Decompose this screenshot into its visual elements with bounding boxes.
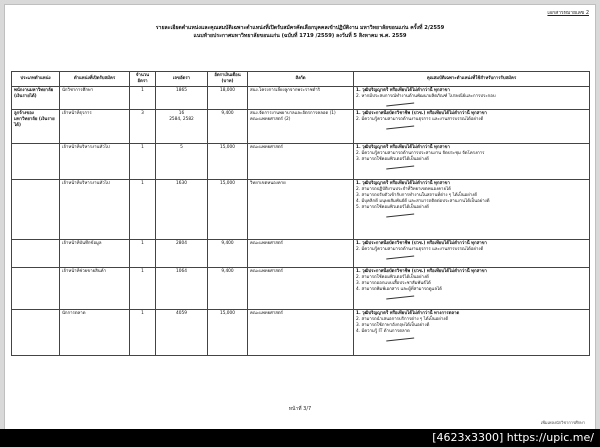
requirement-line: 2. สามารถใช้คอมพิวเตอร์ได้เป็นอย่างดี (356, 275, 429, 280)
cell-requirements (354, 268, 590, 310)
signature-mark (386, 162, 414, 170)
cell-requirements (354, 240, 590, 268)
cell-salary: 15,000 (208, 180, 248, 240)
positions-table (11, 71, 590, 356)
col-header-category: ประเภทตำแหน่ง (12, 72, 60, 87)
attachment-label: เอกสารหมายเลข 2 (547, 10, 589, 16)
cell-count: 1 (130, 180, 156, 240)
cell-requirements (354, 144, 590, 180)
cell-category (12, 240, 60, 268)
cell-salary: 18,000 (208, 87, 248, 110)
bottom-note: เพิ่มเพลงนักวิชาการศึกษา (540, 420, 585, 425)
cell-category: ลูกจ้างของมหาวิทยาลัย (เงินรายได้) (12, 110, 60, 144)
table-row (12, 87, 590, 110)
cell-slot: 2804 (156, 240, 208, 268)
cell-unit: คณะแพทยศาสตร์ (248, 240, 354, 268)
cell-slot: 1064 (156, 268, 208, 310)
requirement-line: 3. สามารถออกแบบเสื้อประชาสัมพันธ์ได้ (356, 281, 431, 286)
requirement-line: 5. สามารถใช้คอมพิวเตอร์ได้เป็นอย่างดี (356, 205, 429, 210)
table-row (12, 110, 590, 144)
requirement-line: 1. วุฒิปริญญาตรี หรือเทียบได้ไม่ต่ำกว่านี้ ทุกสาขา (356, 88, 450, 93)
col-header-count: จำนวนอัตรา (130, 72, 156, 87)
table-row (12, 144, 590, 180)
cell-position: เจ้าหน้าที่ธุรการ (60, 110, 130, 144)
cell-requirements (354, 310, 590, 356)
table-row (12, 180, 590, 240)
cell-position: นักวิชาการศึกษา (60, 87, 130, 110)
requirement-line: 3. สามารถใช้ภาษาอังกฤษได้เป็นอย่างดี (356, 323, 430, 328)
cell-category (12, 180, 60, 240)
col-header-slot: เลขอัตรา (156, 72, 208, 87)
cell-salary: 9,400 (208, 268, 248, 310)
cell-slot: 4059 (156, 310, 208, 356)
cell-count: 3 (130, 110, 156, 144)
cell-salary: 15,000 (208, 310, 248, 356)
col-header-unit: สังกัด (248, 72, 354, 87)
col-header-salary: อัตราเงินเดือน (บาท) (208, 72, 248, 87)
col-header-requirements: คุณสมบัติเฉพาะตำแหน่งที่ใช้สำหรับการรับสมัคร (354, 72, 590, 87)
requirement-line: 1. วุฒิปริญญาตรี หรือเทียบได้ไม่ต่ำกว่านี้ ทุกสาขา (356, 145, 450, 150)
table-header-row (12, 72, 590, 87)
requirement-line: 2. สามารถปฏิบัติงานประจำที่วิทยาเขตหนองคายได้ (356, 187, 451, 192)
heading-line-2: แนบท้ายประกาศมหาวิทยาลัยขอนแก่น (ฉบับที่ 1719 /2559) ลงวันที่ 5 สิงหาคม พ.ศ. 2559 (193, 32, 407, 39)
cell-category (12, 310, 60, 356)
signature-mark (386, 292, 414, 300)
cell-position: นักการตลาด (60, 310, 130, 356)
cell-position: เจ้าหน้าที่บันทึกข้อมูล (60, 240, 130, 268)
cell-slot: 1865 (156, 87, 208, 110)
cell-slot: 5 (156, 144, 208, 180)
cell-requirements (354, 180, 590, 240)
table-row (12, 268, 590, 310)
cell-requirements (354, 87, 590, 110)
cell-requirements (354, 110, 590, 144)
cell-count: 1 (130, 240, 156, 268)
col-header-position: ตำแหน่งที่เปิดรับสมัคร (60, 72, 130, 87)
cell-count: 1 (130, 310, 156, 356)
cell-unit: วิทยาเขตหนองคาย (248, 180, 354, 240)
cell-category: พนักงานมหาวิทยาลัย (เงินรายได้) (12, 87, 60, 110)
document-heading (5, 25, 595, 40)
page-number: หน้าที่ 3/7 (288, 406, 312, 412)
cell-position: เจ้าหน้าที่บริหารงานทั่วไป (60, 144, 130, 180)
table-row (12, 310, 590, 356)
signature-mark (386, 99, 414, 107)
requirement-line: 1. วุฒิประกาศนียบัตรวิชาชีพ (ปวช.) หรือเทียบได้ไม่ต่ำกว่านี้ ทุกสาขา (356, 241, 487, 246)
requirement-line: 1. วุฒิปริญญาตรี หรือเทียบได้ไม่ต่ำกว่านี้ ทุกสาขา (356, 181, 450, 186)
requirement-line: 3. สามารถปรับตัวเข้ากับการทำงานในสถานที่ต่าง ๆ ได้เป็นอย่างดี (356, 193, 478, 198)
cell-unit: สนง.โครงการเลี้ยงลูกจากพระราชดำริ (248, 87, 354, 110)
heading-line-1: รายละเอียดตำแหน่งและคุณสมบัติเฉพาะตำแหน่งที่เปิดรับสมัครคัดเลือกบุคคลเข้าปฏิบัติงาน มหาวิทยาลัยขอนแก่น ครั้งที่ 2/2559 (155, 25, 445, 31)
signature-mark (386, 122, 414, 130)
cell-salary: 9,400 (208, 240, 248, 268)
signature-mark (386, 334, 414, 342)
cell-count: 1 (130, 144, 156, 180)
cell-unit: สนง.จัดการงานพยาบาลและอัตรการคลอด (1) คณะแพทยศาสตร์ (2) (248, 110, 354, 144)
requirement-line: 2. หากมีประสบการณ์ทำงานด้านพัฒนาผลิตภัณฑ์ ไปรษณีย์และการประกอบ (356, 94, 496, 99)
requirement-line: 2. มีความรู้ความสามารถด้านการประสานงาน จัดประชุม จัดโครงการ (356, 151, 485, 156)
cell-position: เจ้าหน้าที่ช่วยขายสินค้า (60, 268, 130, 310)
requirement-line: 2. สามารถนำเสนอการบริการต่าง ๆ ได้เป็นอย่างดี (356, 317, 449, 322)
requirement-line: 1. วุฒิประกาศนียบัตรวิชาชีพ (ปวช.) หรือเทียบได้ไม่ต่ำกว่านี้ ทุกสาขา (356, 111, 487, 116)
cell-category (12, 268, 60, 310)
cell-slot: 1630 (156, 180, 208, 240)
watermark-text: [4623x3300] https://upic.me/ (432, 431, 594, 444)
cell-category (12, 144, 60, 180)
signature-mark (386, 210, 414, 218)
requirement-line: 1. วุฒิประกาศนียบัตรวิชาชีพ (ปวช.) หรือเทียบได้ไม่ต่ำกว่านี้ ทุกสาขา (356, 269, 487, 274)
cell-count: 1 (130, 268, 156, 310)
cell-unit: คณะแพทยศาสตร์ (248, 310, 354, 356)
cell-unit: คณะแพทยศาสตร์ (248, 268, 354, 310)
requirement-line: 4. สามารถพิมพ์เอกสาร และผู้ที่สามารถดูแลได้ (356, 287, 442, 292)
cell-unit: คณะแพทยศาสตร์ (248, 144, 354, 180)
cell-count: 1 (130, 87, 156, 110)
signature-mark (386, 252, 414, 260)
document-page (4, 4, 596, 430)
requirement-line: 2. มีความรู้ความสามารถด้านงานธุรการ และงานสารบรรณได้อย่างดี (356, 247, 484, 252)
requirement-line: 4. มีบุคลิกดี มนุษยสัมพันธ์ดี และสามารถติดต่อประสานงานได้เป็นอย่างดี (356, 199, 490, 204)
requirement-line: 1. วุฒิปริญญาตรี หรือเทียบได้ไม่ต่ำกว่านี้ ทางการตลาด (356, 311, 460, 316)
cell-salary: 9,400 (208, 110, 248, 144)
cell-salary: 15,000 (208, 144, 248, 180)
requirement-line: 2. มีความรู้ความสามารถด้านงานธุรการ และงานสารบรรณได้อย่างดี (356, 117, 484, 122)
table-row (12, 240, 590, 268)
cell-position: เจ้าหน้าที่บริหารงานทั่วไป (60, 180, 130, 240)
cell-slot: 16 2584, 2582 (156, 110, 208, 144)
requirement-line: 3. สามารถใช้คอมพิวเตอร์ได้เป็นอย่างดี (356, 157, 429, 162)
requirement-line: 4. มีความรู้ IT ด้านการตลาด (356, 329, 410, 334)
